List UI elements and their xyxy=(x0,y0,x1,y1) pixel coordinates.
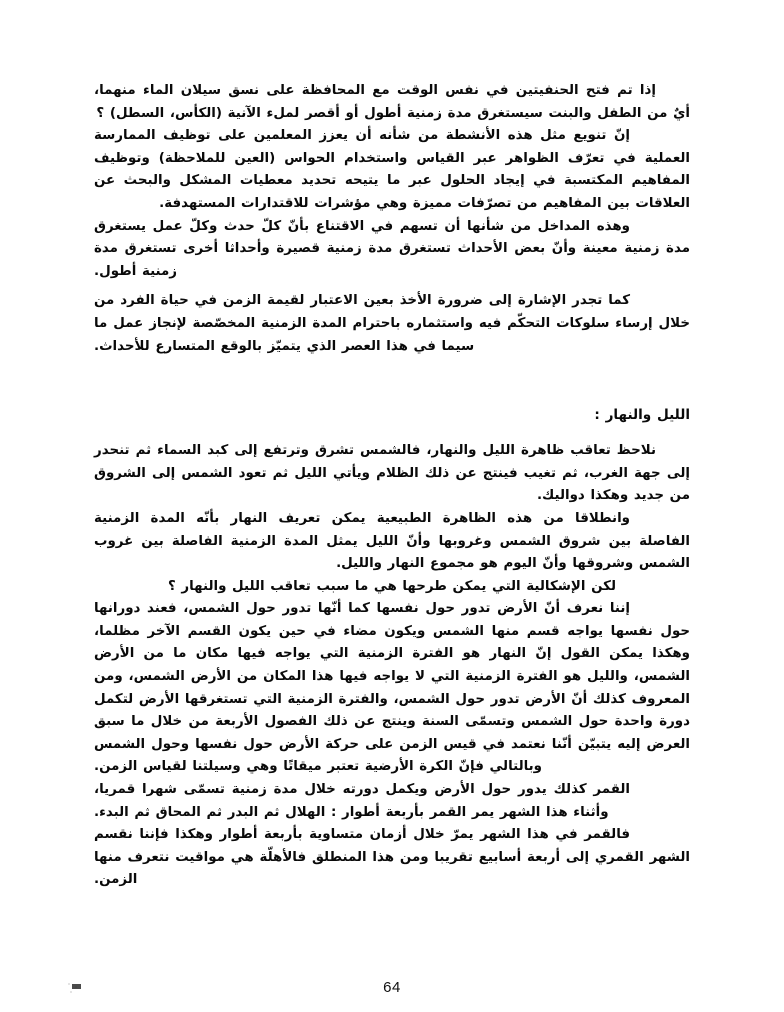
paragraph-1: إذا تم فتح الحنفيتين في نفس الوقت مع المحافظة على نسق سيلان الماء منهما، أيٌ من الطفل والبنت سيستغرق مدة زمنية أطول أو أقصر لملء الآنية (الكأس، السطل) ؟ xyxy=(94,83,690,121)
heading-spacer xyxy=(94,426,690,440)
paragraph-10: فالقمر في هذا الشهر يمرّ خلال أزمان متساوية بأربعة أطوار وهكذا فإننا نقسم الشهر القمري إلى أربعة أسابيع تقريبا ومن هذا المنطلق فالأهلّة هي مواقيت نتعرف منها الزمن. xyxy=(94,827,690,888)
paragraph-3: وهذه المداخل من شأنها أن تسهم في الاقتناع بأنّ كلّ حدث وكلّ عمل يستغرق مدة زمنية معينة وأنّ بعض الأحداث تستغرق مدة زمنية قصيرة وأحداثا أخرى تستغرق مدة زمنية أطول. xyxy=(94,218,690,279)
paragraph-2: إنّ تنويع مثل هذه الأنشطة من شأنه أن يعزز المعلمين على توظيف الممارسة العملية في تعرّف الظواهر عبر القياس واستخدام الحواس (العين للملاحظة) وتوظيف المفاهيم المكتسبة في إيجاد الحلول عبر ما يتيحه تحديد معطيات المشكل والبحث عن العلاقات بين المفاهيم من تصرّفات مميزة وهي مؤشرات للاقتدارات المستهدفة. xyxy=(94,128,690,211)
paragraph-6: وانطلاقا من هذه الظاهرة الطبيعية يمكن تعريف النهار بأنّه المدة الزمنية الفاصلة بين شروق الشمس وغروبها وأنّ الليل يمثل المدة الزمنية الفاصلة بين غروب الشمس وشروقها وأنّ اليوم هو مجموع النهار والليل. xyxy=(94,510,690,572)
paragraph-5: نلاحظ تعاقب ظاهرة الليل والنهار، فالشمس تشرق وترتفع إلى كبد السماء ثم تنحدر إلى جهة الغرب، ثم تغيب فينتج عن ذلك الظلام ويأتي الليل ثم تعود الشمس إلى الشروق من جديد وهكذا دواليك. xyxy=(94,443,690,504)
paragraph-8: إننا نعرف أنّ الأرض تدور حول نفسها كما أنّها تدور حول الشمس، فعند دورانها حول نفسها يواجه قسم منها الشمس ويكون مضاء في حين يكون القسم الآخر مظلما، وهكذا يمكن القول إنّ النهار هو الفترة الزمنية التي يواجه فيها مكان ما من الأرض الشمس، والليل هو الفترة الزمنية التي لا يواجه فيها هذا المكان من الأرض الشمس، ومن المعروف كذلك أنّ الأرض تدور حول الشمس، والفترة الزمنية التي تستغرقها الأرض لتكمل دورة واحدة حول الشمس وتسمّى السنة وينتج عن ذلك الفصول الأربعة من خلال ما سبق العرض إليه يتبيّن أنّنا نعتمد في قيس الزمن على حركة الأرض حول نفسها وحول الشمس وبالتالي فإنّ الكرة الأرضية تعتبر ميقاتًا وهي وسيلتنا لقياس الزمن. xyxy=(94,601,690,775)
paragraph-spacer xyxy=(94,283,690,290)
section-spacer xyxy=(94,358,690,404)
paragraph-7: لكن الإشكالية التي يمكن طرحها هي ما سبب تعاقب الليل والنهار ؟ xyxy=(167,578,616,594)
paragraph-9: القمر كذلك يدور حول الأرض ويكمل دورته خلال مدة زمنية تسمّى شهرا قمريا، وأثناء هذا الشهر يمر القمر بأربعة أطوار : الهلال ثم البدر ثم المحاق ثم البدء. xyxy=(94,782,630,820)
document-text-column xyxy=(94,80,690,892)
section-heading-night-and-day: الليل والنهار : xyxy=(594,407,690,424)
page-number: 64 xyxy=(383,979,401,996)
paragraph-4: كما تجدر الإشارة إلى ضرورة الأخذ بعين الاعتبار لقيمة الزمن في حياة الفرد من خلال إرساء سلوكات التحكّم فيه واستثماره باحترام المدة الزمنية المخصّصة لإنجاز عمل ما سيما في هذا العصر الذي يتميّز بالوقع المتسارع للأحداث. xyxy=(94,293,690,354)
